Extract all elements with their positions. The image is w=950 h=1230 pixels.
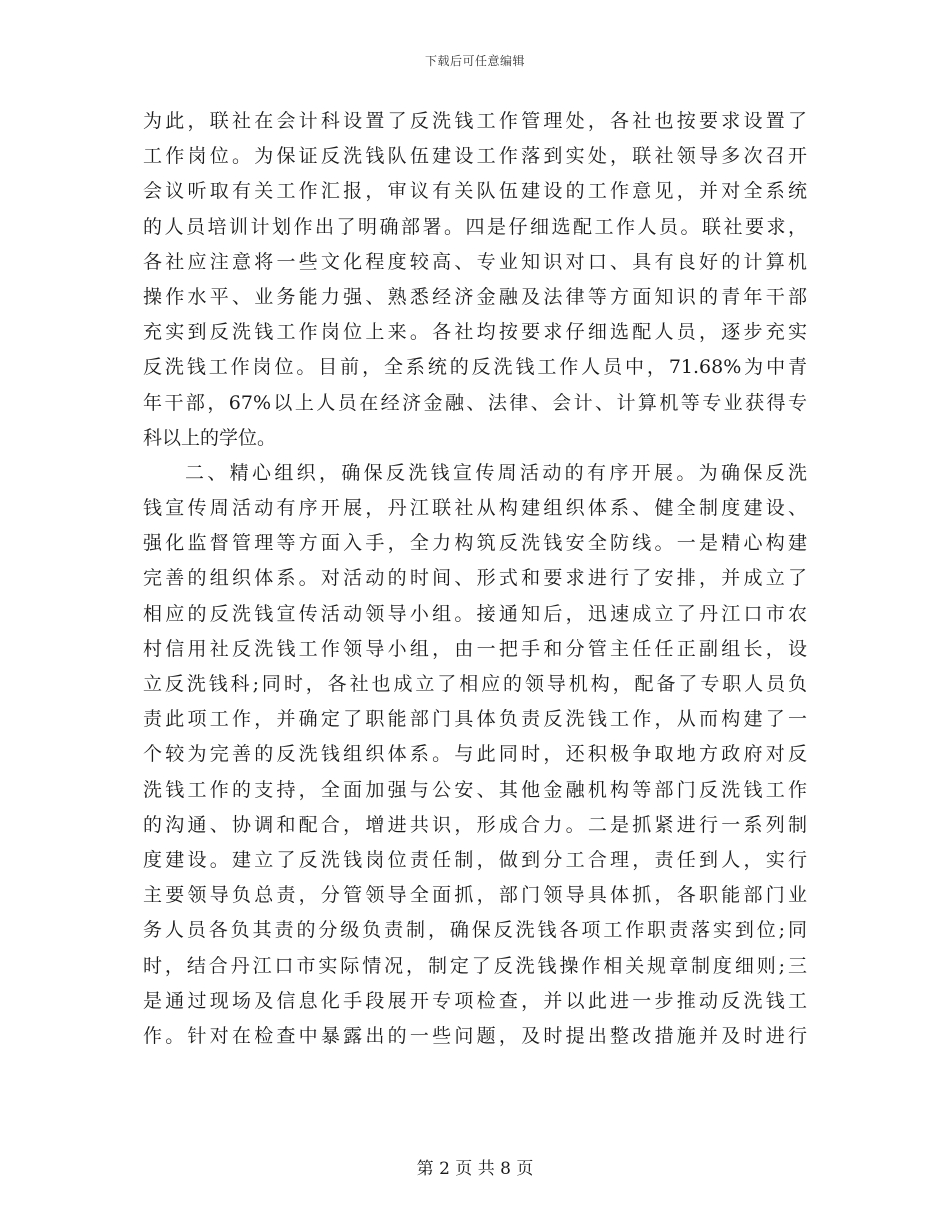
- text-line: 会议听取有关工作汇报，审议有关队伍建设的工作意见，并对全系统: [143, 180, 807, 203]
- text-line: 各社应注意将一些文化程度较高、专业知识对口、具有良好的计算机: [143, 250, 807, 273]
- text-line: 的人员培训计划作出了明确部署。四是仔细选配工作人员。联社要求，: [143, 215, 807, 238]
- text-line: 作。针对在检查中暴露出的一些问题，及时提出整改措施并及时进行: [143, 1024, 807, 1047]
- text-line: 立反洗钱科;同时，各社也成立了相应的领导机构，配备了专职人员负: [143, 673, 807, 695]
- text-line: 是通过现场及信息化手段展开专项检查，并以此进一步推动反洗钱工: [143, 989, 807, 1012]
- text-line: 个较为完善的反洗钱组织体系。与此同时，还积极争取地方政府对反: [143, 743, 807, 766]
- text-line: 务人员各负其责的分级负责制，确保反洗钱各项工作职责落实到位;同: [143, 919, 807, 942]
- text-line: 相应的反洗钱宣传活动领导小组。接通知后，迅速成立了丹江口市农: [143, 602, 807, 625]
- text-line: 的沟通、协调和配合，增进共识，形成合力。二是抓紧进行一系列制: [143, 813, 807, 836]
- text-line: 村信用社反洗钱工作领导小组，由一把手和分管主任任正副组长，设: [143, 637, 807, 660]
- text-line: 责此项工作，并确定了职能部门具体负责反洗钱工作，从而构建了一: [143, 708, 807, 731]
- text-line: 反洗钱工作岗位。目前，全系统的反洗钱工作人员中，71.68%为中青: [143, 356, 807, 379]
- text-line: 完善的组织体系。对活动的时间、形式和要求进行了安排，并成立了: [143, 567, 807, 590]
- text-line: 钱宣传周活动有序开展，丹江联社从构建组织体系、健全制度建设、: [143, 497, 807, 520]
- text-line: 为此，联社在会计科设置了反洗钱工作管理处，各社也按要求设置了: [143, 110, 807, 132]
- text-line: 工作岗位。为保证反洗钱队伍建设工作落到实处，联社领导多次召开: [143, 145, 807, 168]
- text-line: 主要领导负总责，分管领导全面抓，部门领导具体抓，各职能部门业: [143, 884, 807, 907]
- text-line: 操作水平、业务能力强、熟悉经济金融及法律等方面知识的青年干部: [143, 285, 807, 308]
- paragraph-first-line: 二、精心组织，确保反洗钱宣传周活动的有序开展。为确保反洗: [185, 461, 807, 484]
- text-line: 充实到反洗钱工作岗位上来。各社均按要求仔细选配人员，逐步充实: [143, 321, 807, 344]
- page-number: 第 2 页 共 8 页: [416, 1159, 534, 1179]
- text-line: 度建设。建立了反洗钱岗位责任制，做到分工合理，责任到人，实行: [143, 848, 807, 871]
- text-line: 洗钱工作的支持，全面加强与公安、其他金融机构等部门反洗钱工作: [143, 778, 807, 801]
- text-line: 年干部，67%以上人员在经济金融、法律、会计、计算机等专业获得专: [143, 391, 807, 414]
- text-line: 科以上的学位。: [143, 426, 277, 449]
- header-note: 下载后可任意编辑: [424, 54, 525, 68]
- text-line: 强化监督管理等方面入手，全力构筑反洗钱安全防线。一是精心构建: [143, 532, 807, 555]
- document-body: [143, 104, 807, 1054]
- text-line: 时，结合丹江口市实际情况，制定了反洗钱操作相关规章制度细则;三: [143, 954, 807, 977]
